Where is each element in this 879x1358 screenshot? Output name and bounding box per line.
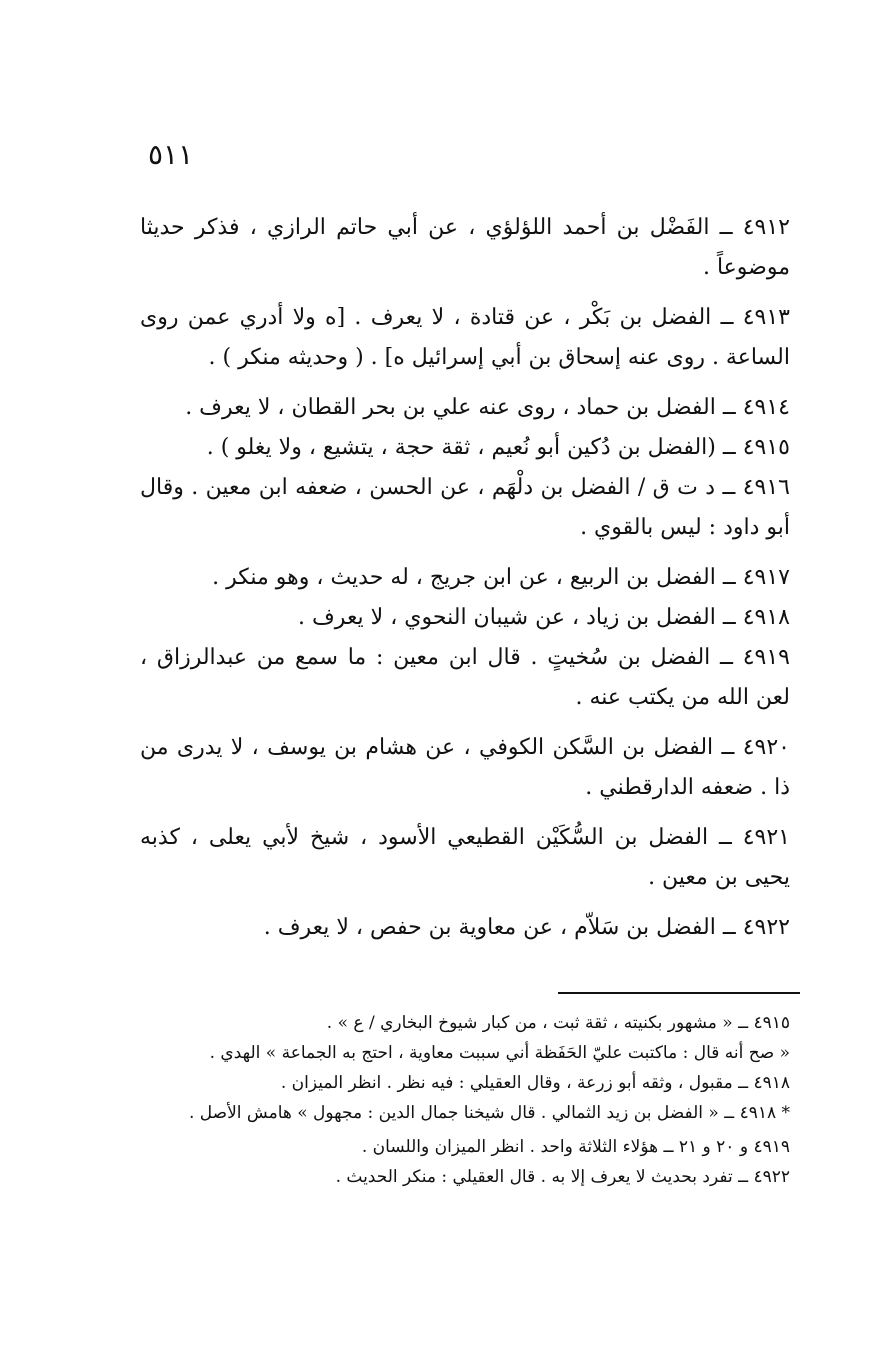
entry: ٤٩٢٠ ــ الفضل بن السَّكن الكوفي ، عن هشام بن يوسف ، لا يدرى من ذا . ضعفه الدارقطني . [140, 735, 790, 800]
footnote: ٤٩٢٢ ــ تفرد بحديث لا يعرف إلا به . قال العقيلي : منكر الحديث . [335, 1167, 790, 1187]
footnote: ٤٩١٩ و ٢٠ و ٢١ ــ هؤلاء الثلاثة واحد . انظر الميزان واللسان . [361, 1137, 790, 1157]
entry: ٤٩١٩ ــ الفضل بن سُخيتٍ . قال ابن معين : ما سمع من عبدالرزاق ، لعن الله من يكتب عنه . [140, 645, 790, 710]
entry: ٤٩١٤ ــ الفضل بن حماد ، روى عنه علي بن بحر القطان ، لا يعرف . [185, 395, 790, 420]
footnote: ٤٩١٨ ــ مقبول ، وثقه أبو زرعة ، وقال العقيلي : فيه نظر . انظر الميزان . [280, 1073, 790, 1093]
entry: ٤٩١٥ ــ (الفضل بن دُكين أبو نُعيم ، ثقة حجة ، يتشيع ، ولا يغلو ) . [206, 435, 790, 460]
entry: ٤٩١٨ ــ الفضل بن زياد ، عن شيبان النحوي ، لا يعرف . [298, 605, 790, 630]
entry: ٤٩١٦ ــ د ت ق / الفضل بن دلْهَم ، عن الحسن ، ضعفه ابن معين . وقال أبو داود : ليس بالقوي . [140, 475, 790, 540]
entry: ٤٩٢٢ ــ الفضل بن سَلاّم ، عن معاوية بن حفص ، لا يعرف . [263, 915, 790, 940]
footnote-divider [558, 992, 800, 994]
footnotes [140, 1008, 790, 1192]
entry: ٤٩١٢ ــ الفَضْل بن أحمد اللؤلؤي ، عن أبي حاتم الرازي ، فذكر حديثا موضوعاً . [140, 215, 790, 280]
page-number: ٥١١ [148, 138, 194, 171]
footnote: « صح أنه قال : ماكتبت عليّ الحَفَظة أني سببت معاوية ، احتج به الجماعة » الهدي . [209, 1043, 790, 1063]
entry: ٤٩٢١ ــ الفضل بن السُّكَيْن القطيعي الأسود ، شيخ لأبي يعلى ، كذبه يحيى بن معين . [140, 825, 790, 890]
footnote: ٤٩١٥ ــ « مشهور بكنيته ، ثقة ثبت ، من كبار شيوخ البخاري / ع » . [326, 1013, 790, 1033]
entries-list [140, 208, 790, 958]
entry: ٤٩١٣ ــ الفضل بن بَكْر ، عن قتادة ، لا يعرف . [ه ولا أدري عمن روى الساعة . روى عنه إسحاق بن أبي إسرائيل ه] . ( وحديثه منكر ) . [140, 305, 790, 370]
footnote: * ٤٩١٨ ــ « الفضل بن زيد الثمالي . قال شيخنا جمال الدين : مجهول » هامش الأصل . [188, 1103, 790, 1123]
entry: ٤٩١٧ ــ الفضل بن الربيع ، عن ابن جريج ، له حديث ، وهو منكر . [212, 565, 790, 590]
